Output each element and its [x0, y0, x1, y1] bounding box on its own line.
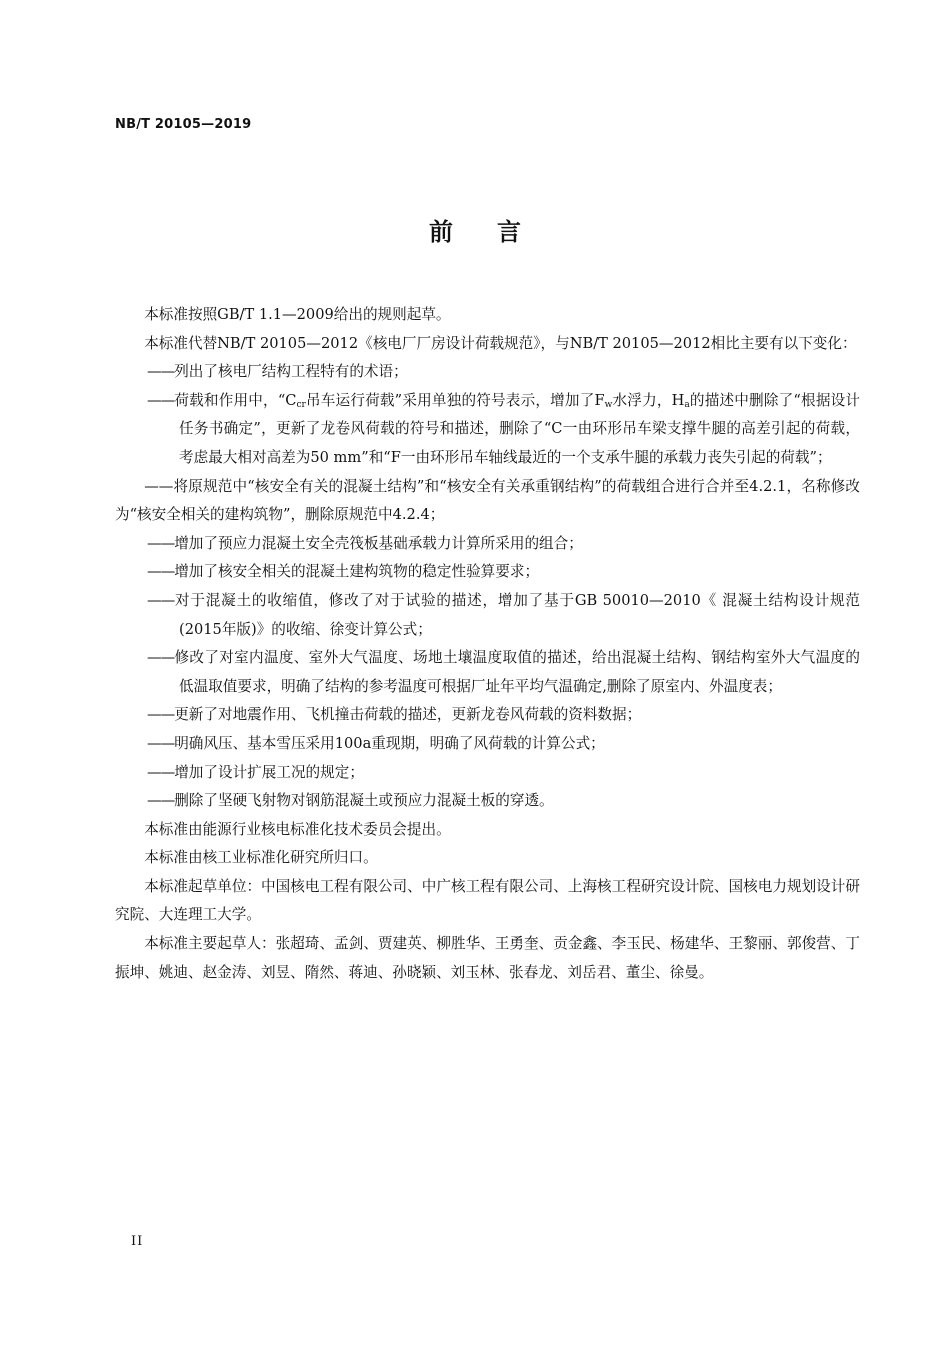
change-item: [115, 530, 860, 559]
dash-marker: ——: [144, 477, 174, 495]
change-text: 对于混凝土的收缩值，修改了对于试验的描述，增加了基于GB 50010—2010《 混凝土结构设计规范(2015年版)》的收缩、徐变计算公式；: [174, 591, 860, 638]
page-number: II: [131, 1234, 144, 1249]
paragraph-drafters: 本标准主要起草人：张超琦、孟剑、贾建英、柳胜华、王勇奎、贡金鑫、李玉民、杨建华、王黎丽、郭俊营、丁振坤、姚迪、赵金涛、刘昱、隋然、蒋迪、孙晓颖、刘玉林、张春龙、刘岳君、董尘、徐曼。: [115, 935, 860, 981]
change-item: [115, 701, 860, 730]
dash-marker: ——: [147, 563, 175, 581]
change-text: 荷载和作用中，“C: [174, 391, 297, 409]
change-text: 增加了设计扩展工况的规定；: [174, 763, 364, 781]
change-item: [115, 558, 860, 587]
change-text: 列出了核电厂结构工程特有的术语；: [174, 363, 408, 381]
change-item-merged: [115, 473, 860, 530]
change-text: 明确风压、基本雪压采用100a重现期，明确了风荷载的计算公式；: [174, 734, 605, 752]
paragraph-replacement: 本标准代替NB/T 20105—2012《核电厂厂房设计荷载规范》，与NB/T 20105—2012相比主要有以下变化：: [144, 334, 857, 352]
change-item: [115, 730, 860, 759]
change-text: 删除了坚硬飞射物对钢筋混凝土或预应力混凝土板的穿透。: [174, 792, 554, 810]
dash-marker: ——: [147, 734, 175, 752]
change-item: [115, 644, 860, 701]
change-item: [115, 787, 860, 816]
paragraph-administrator: 本标准由核工业标准化研究所归口。: [144, 849, 378, 867]
change-text: 更新了对地震作用、飞机撞击荷载的描述，更新龙卷风荷载的资料数据；: [174, 706, 642, 724]
subscript: a: [684, 399, 690, 410]
paragraph-proposer: 本标准由能源行业核电标准化技术委员会提出。: [144, 820, 451, 838]
change-item: [115, 387, 860, 473]
change-text: 修改了对室内温度、室外大气温度、场地土壤温度取值的描述，给出混凝土结构、钢结构室外大气温度的低温取值要求，明确了结构的参考温度可根据厂址年平均气温确定,删除了原室内、外温度表；: [174, 649, 860, 695]
dash-marker: ——: [147, 391, 175, 409]
standard-code: NB/T 20105—2019: [115, 117, 252, 132]
change-text: 的描述中删除了“根据设计任务书确定”，更新了龙卷风荷载的符号和描述，删除了“C一由环形吊车梁支撑牛腿的高差引起的荷载，考虑最大相对高差为50 mm”和“F一由环形吊车轴线最近的一个支承牛腿的承载力丧失引起的荷载”；: [179, 391, 860, 466]
page-title: 前言: [429, 218, 565, 246]
change-text: 水浮力，H: [612, 391, 685, 409]
dash-marker: ——: [147, 649, 175, 667]
dash-marker: ——: [147, 763, 175, 781]
dash-marker: ——: [147, 591, 175, 609]
paragraph-drafting-rule: 本标准按照GB/T 1.1—2009给出的规则起草。: [144, 306, 451, 323]
change-text: 增加了核安全相关的混凝土建构筑物的稳定性验算要求；: [174, 563, 540, 581]
change-item: [115, 358, 860, 387]
dash-marker: ——: [147, 706, 175, 724]
dash-marker: ——: [147, 792, 175, 810]
subscript: cr: [296, 399, 306, 410]
change-item: [115, 759, 860, 788]
subscript: w: [604, 399, 613, 410]
change-text: 将原规范中“核安全有关的混凝土结构”和“核安全有关承重钢结构”的荷载组合进行合并至4.2.1，名称修改为“核安全相关的建构筑物”，删除原规范中4.2.4；: [115, 477, 860, 524]
change-text: 吊车运行荷载”采用单独的符号表示，增加了F: [305, 391, 605, 409]
dash-marker: ——: [147, 534, 175, 552]
document-body: [115, 301, 860, 987]
paragraph-drafting-units: 本标准起草单位：中国核电工程有限公司、中广核工程有限公司、上海核工程研究设计院、国核电力规划设计研究院、大连理工大学。: [115, 877, 860, 924]
change-item: [115, 587, 860, 644]
change-text: 增加了预应力混凝土安全壳筏板基础承载力计算所采用的组合；: [174, 534, 583, 552]
dash-marker: ——: [147, 363, 175, 381]
